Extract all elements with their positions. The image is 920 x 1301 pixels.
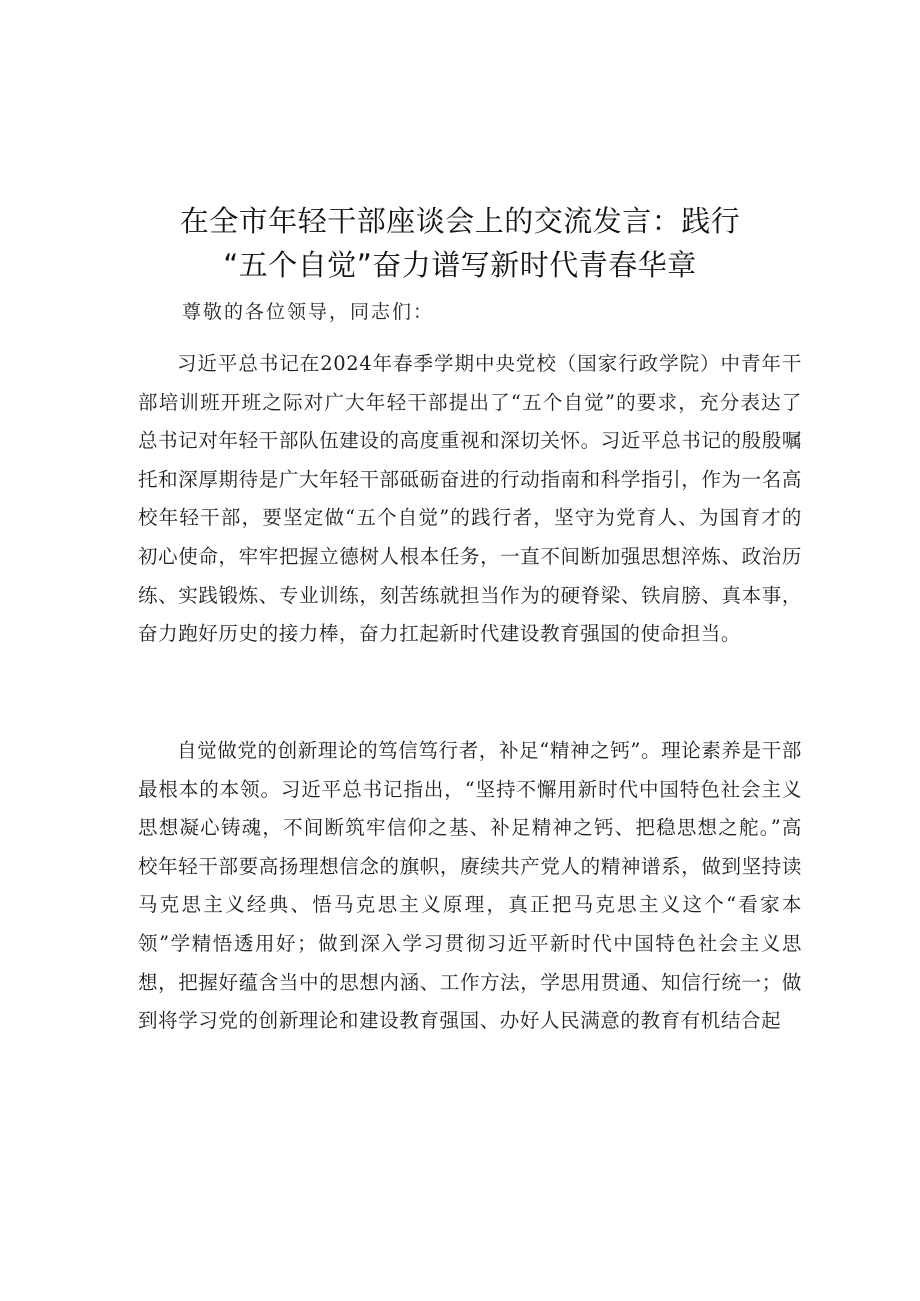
body-paragraph-2: 自觉做党的创新理论的笃信笃行者，补足“精神之钙”。理论素养是干部最根本的本领。习近平总书记指出，“坚持不懈用新时代中国特色社会主义思想凝心铸魂，不间断筑牢信仰之基、补足精神之钙、把稳思想之舵。”高校年轻干部要高扬理想信念的旗帜，赓续共产党人的精神谱系，做到坚持读马克思主义经典、悟马克思主义原理，真正把马克思主义这个“看家本领”学精悟透用好；做到深入学习贯彻习近平新时代中国特色社会主义思想，把握好蕴含当中的思想内涵、工作方法，学思用贯通、知信行统一；做到将学习党的创新理论和建设教育强国、办好人民满意的教育有机结合起 bbox=[138, 739, 802, 1033]
document-title-line-1: 在全市年轻干部座谈会上的交流发言：践行 bbox=[179, 204, 741, 238]
salutation: 尊敬的各位领导，同志们： bbox=[182, 301, 435, 323]
document-title-line-2: “五个自觉”奋力谱写新时代青春华章 bbox=[223, 248, 697, 282]
body-paragraph-1: 习近平总书记在2024年春季学期中央党校（国家行政学院）中青年干部培训班开班之际对广大年轻干部提出了“五个自觉”的要求，充分表达了总书记对年轻干部队伍建设的高度重视和深切关怀。习近平总书记的殷殷嘱托和深厚期待是广大年轻干部砥砺奋进的行动指南和科学指引，作为一名高校年轻干部，要坚定做“五个自觉”的践行者，坚守为党育人、为国育才的初心使命，牢牢把握立德树人根本任务，一直不间断加强思想淬炼、政治历练、实践锻炼、专业训练，刻苦练就担当作为的硬脊梁、铁肩膀、真本事，奋力跑好历史的接力棒，奋力扛起新时代建设教育强国的使命担当。 bbox=[138, 352, 802, 646]
